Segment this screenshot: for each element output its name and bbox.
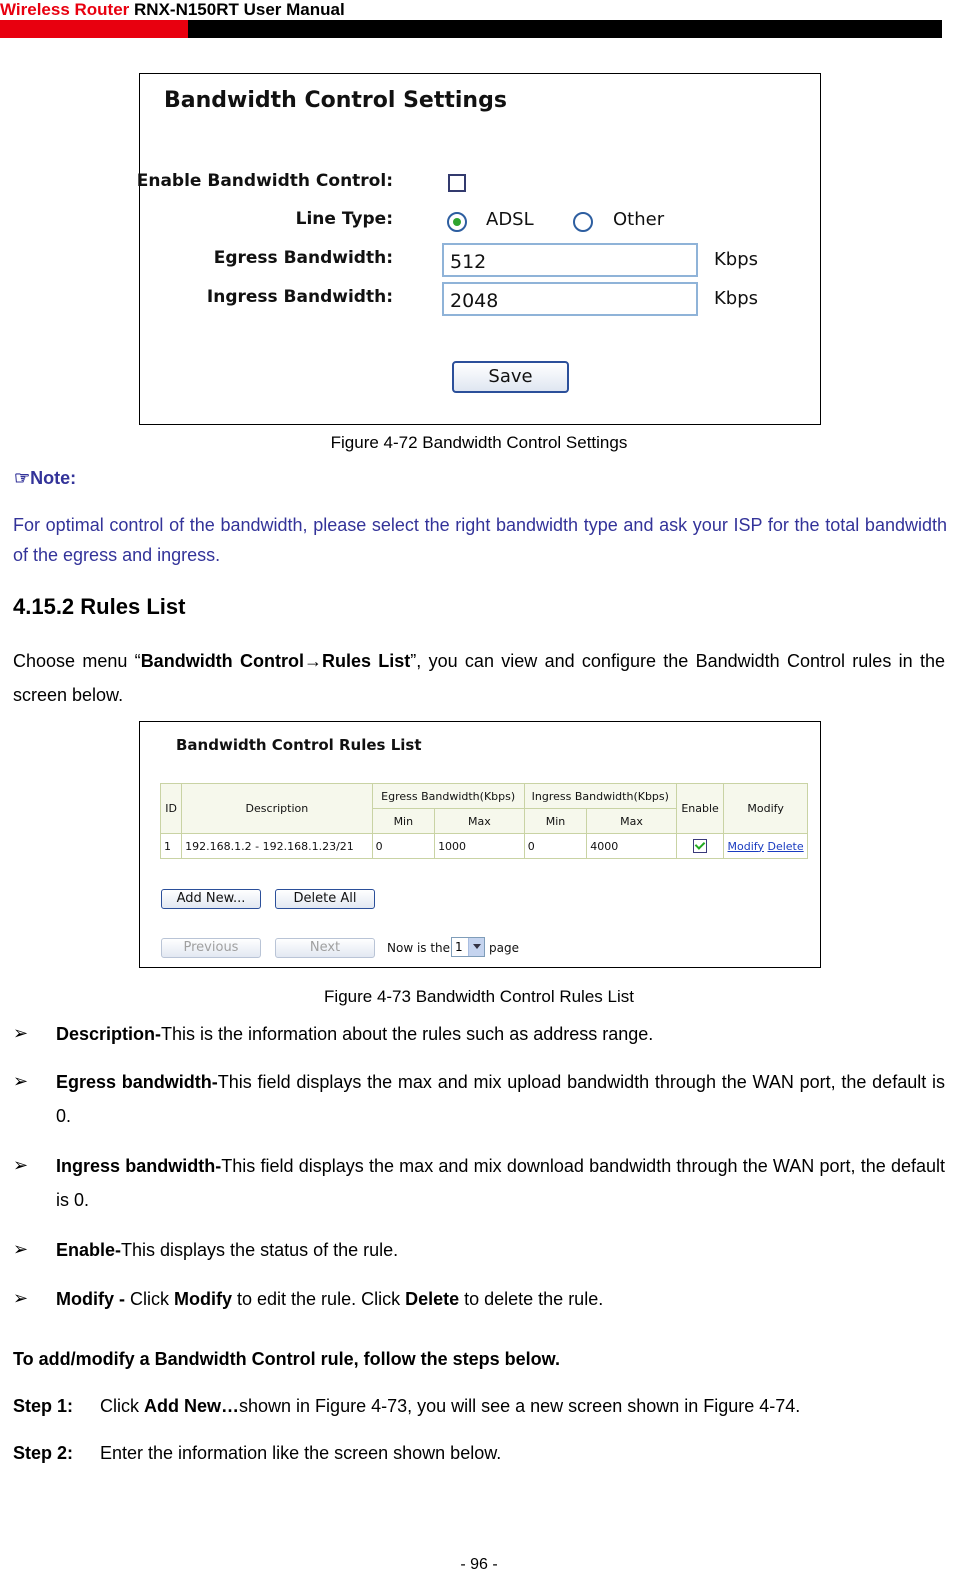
note-heading [14,468,76,489]
settings-title: Bandwidth Control Settings [164,88,507,113]
section-number: 4.15.2 [13,594,75,619]
row-ingress-min: 0 [524,834,586,859]
step-text: Enter the information like the screen shown below. [100,1443,502,1463]
bullet-enable [56,1233,945,1267]
figure-rules-list [139,721,821,968]
page-number: - 96 - [460,1556,498,1573]
line-type-adsl-label: ADSL [486,209,534,230]
step-text: Click [100,1396,144,1416]
enable-bandwidth-label: Enable Bandwidth Control: [136,171,393,191]
col-description: Description [182,784,372,834]
bullet-bold: Delete [405,1289,460,1309]
col-egress-max: Max [435,809,525,834]
bullet-icon: ➢ [13,1239,29,1259]
save-button[interactable]: Save [452,361,569,393]
previous-button[interactable]: Previous [161,938,261,958]
col-ingress-min: Min [524,809,586,834]
col-enable: Enable [676,784,723,834]
delete-link[interactable]: Delete [767,839,804,853]
bullet-ingress [56,1149,945,1217]
section-title [13,594,185,620]
col-id: ID [161,784,182,834]
ingress-bandwidth-input[interactable]: 2048 [442,282,698,316]
row-egress-max: 1000 [435,834,525,859]
bullet-text: This displays the status of the rule. [121,1240,399,1260]
note-title: Note: [30,468,77,488]
intro-suffix: ”, you can view and configure the Bandwidth Control rules in the screen below. [13,651,945,705]
header-model: RNX-N150RT User Manual [134,0,345,19]
ingress-unit: Kbps [714,288,759,309]
bullet-text: This field displays the max and mix download bandwidth through the WAN port, the default is 0. [56,1156,945,1210]
add-new-button[interactable]: Add New... [161,889,261,909]
note-text: For optimal control of the bandwidth, please select the right bandwidth type and ask your ISP for the total bandwidth of the egress and ingress. [13,515,947,565]
row-id: 1 [161,834,182,859]
enable-bandwidth-checkbox[interactable] [448,174,466,192]
section-name: Rules List [80,594,186,619]
bullet-text: Click [125,1289,174,1309]
manual-header-title [0,0,345,20]
figure-bandwidth-settings [136,73,821,425]
row-ingress-max: 4000 [587,834,677,859]
figure2-caption: Figure 4-73 Bandwidth Control Rules List [324,987,634,1006]
step-1 [13,1396,800,1417]
steps-heading: To add/modify a Bandwidth Control rule, follow the steps below. [13,1349,561,1369]
row-egress-min: 0 [372,834,434,859]
line-type-label: Line Type: [295,209,393,229]
bullet-icon: ➢ [13,1071,29,1091]
rules-table [160,783,808,859]
bullet-term: Egress bandwidth- [56,1072,218,1092]
step-label: Step 2: [13,1443,74,1463]
line-type-other-radio[interactable] [573,212,593,232]
bullet-term: Description- [56,1024,162,1044]
bullet-icon: ➢ [13,1155,29,1175]
step-label: Step 1: [13,1396,74,1416]
now-is-the-label: Now is the [387,941,451,955]
page-select-value: 1 [455,940,463,954]
bullet-bold: Modify [174,1289,232,1309]
page-label: page [489,941,519,955]
step-text: shown in Figure 4-73, you will see a new screen shown in Figure 4-74. [239,1396,801,1416]
bullet-text: to edit the rule. Click [232,1289,406,1309]
col-modify: Modify [724,784,808,834]
step-2 [13,1443,501,1464]
section-intro [13,644,945,712]
ingress-bandwidth-label: Ingress Bandwidth: [206,287,393,307]
step-bold: Add New… [144,1396,240,1416]
next-button[interactable]: Next [275,938,375,958]
egress-bandwidth-input[interactable]: 512 [442,243,698,277]
menu-path-1: Bandwidth Control [140,651,304,671]
figure1-caption: Figure 4-72 Bandwidth Control Settings [330,433,628,452]
delete-all-button[interactable]: Delete All [275,889,375,909]
bullet-description [56,1017,945,1051]
line-type-other-label: Other [613,209,665,230]
header-brand: Wireless Router [0,0,130,19]
egress-bandwidth-label: Egress Bandwidth: [213,248,393,268]
rules-list-title: Bandwidth Control Rules List [176,736,422,754]
bullet-icon: ➢ [13,1023,29,1043]
bullet-term: Ingress bandwidth- [56,1156,222,1176]
bullet-term: Enable- [56,1240,122,1260]
chevron-down-icon [468,938,484,956]
modify-link[interactable]: Modify [727,839,764,853]
intro-prefix: Choose menu “ [13,651,141,671]
bullet-icon: ➢ [13,1288,29,1308]
col-egress: Egress Bandwidth(Kbps) [372,784,524,809]
bullet-text: This is the information about the rules such as address range. [161,1024,654,1044]
line-type-adsl-radio[interactable] [447,212,467,232]
egress-unit: Kbps [714,249,759,270]
page-select[interactable] [451,937,485,957]
row-enable-checkbox[interactable] [693,839,707,853]
bullet-text: to delete the rule. [459,1289,604,1309]
row-description: 192.168.1.2 - 192.168.1.23/21 [182,834,372,859]
menu-arrow: → [303,651,322,671]
row-modify-cell [724,834,808,859]
header-bar [0,20,942,38]
bullet-modify [56,1282,945,1316]
col-ingress-max: Max [587,809,677,834]
hand-pointing-icon: ☞ [14,468,31,488]
menu-path-2: Rules List [321,651,411,671]
table-row [161,834,808,859]
col-egress-min: Min [372,809,434,834]
col-ingress: Ingress Bandwidth(Kbps) [524,784,676,809]
bullet-text: This field displays the max and mix upload bandwidth through the WAN port, the default is 0. [56,1072,945,1126]
radio-selected-dot [453,218,461,226]
bullet-term: Modify - [56,1289,125,1309]
bullet-egress [56,1065,945,1133]
row-enable-cell [676,834,723,859]
